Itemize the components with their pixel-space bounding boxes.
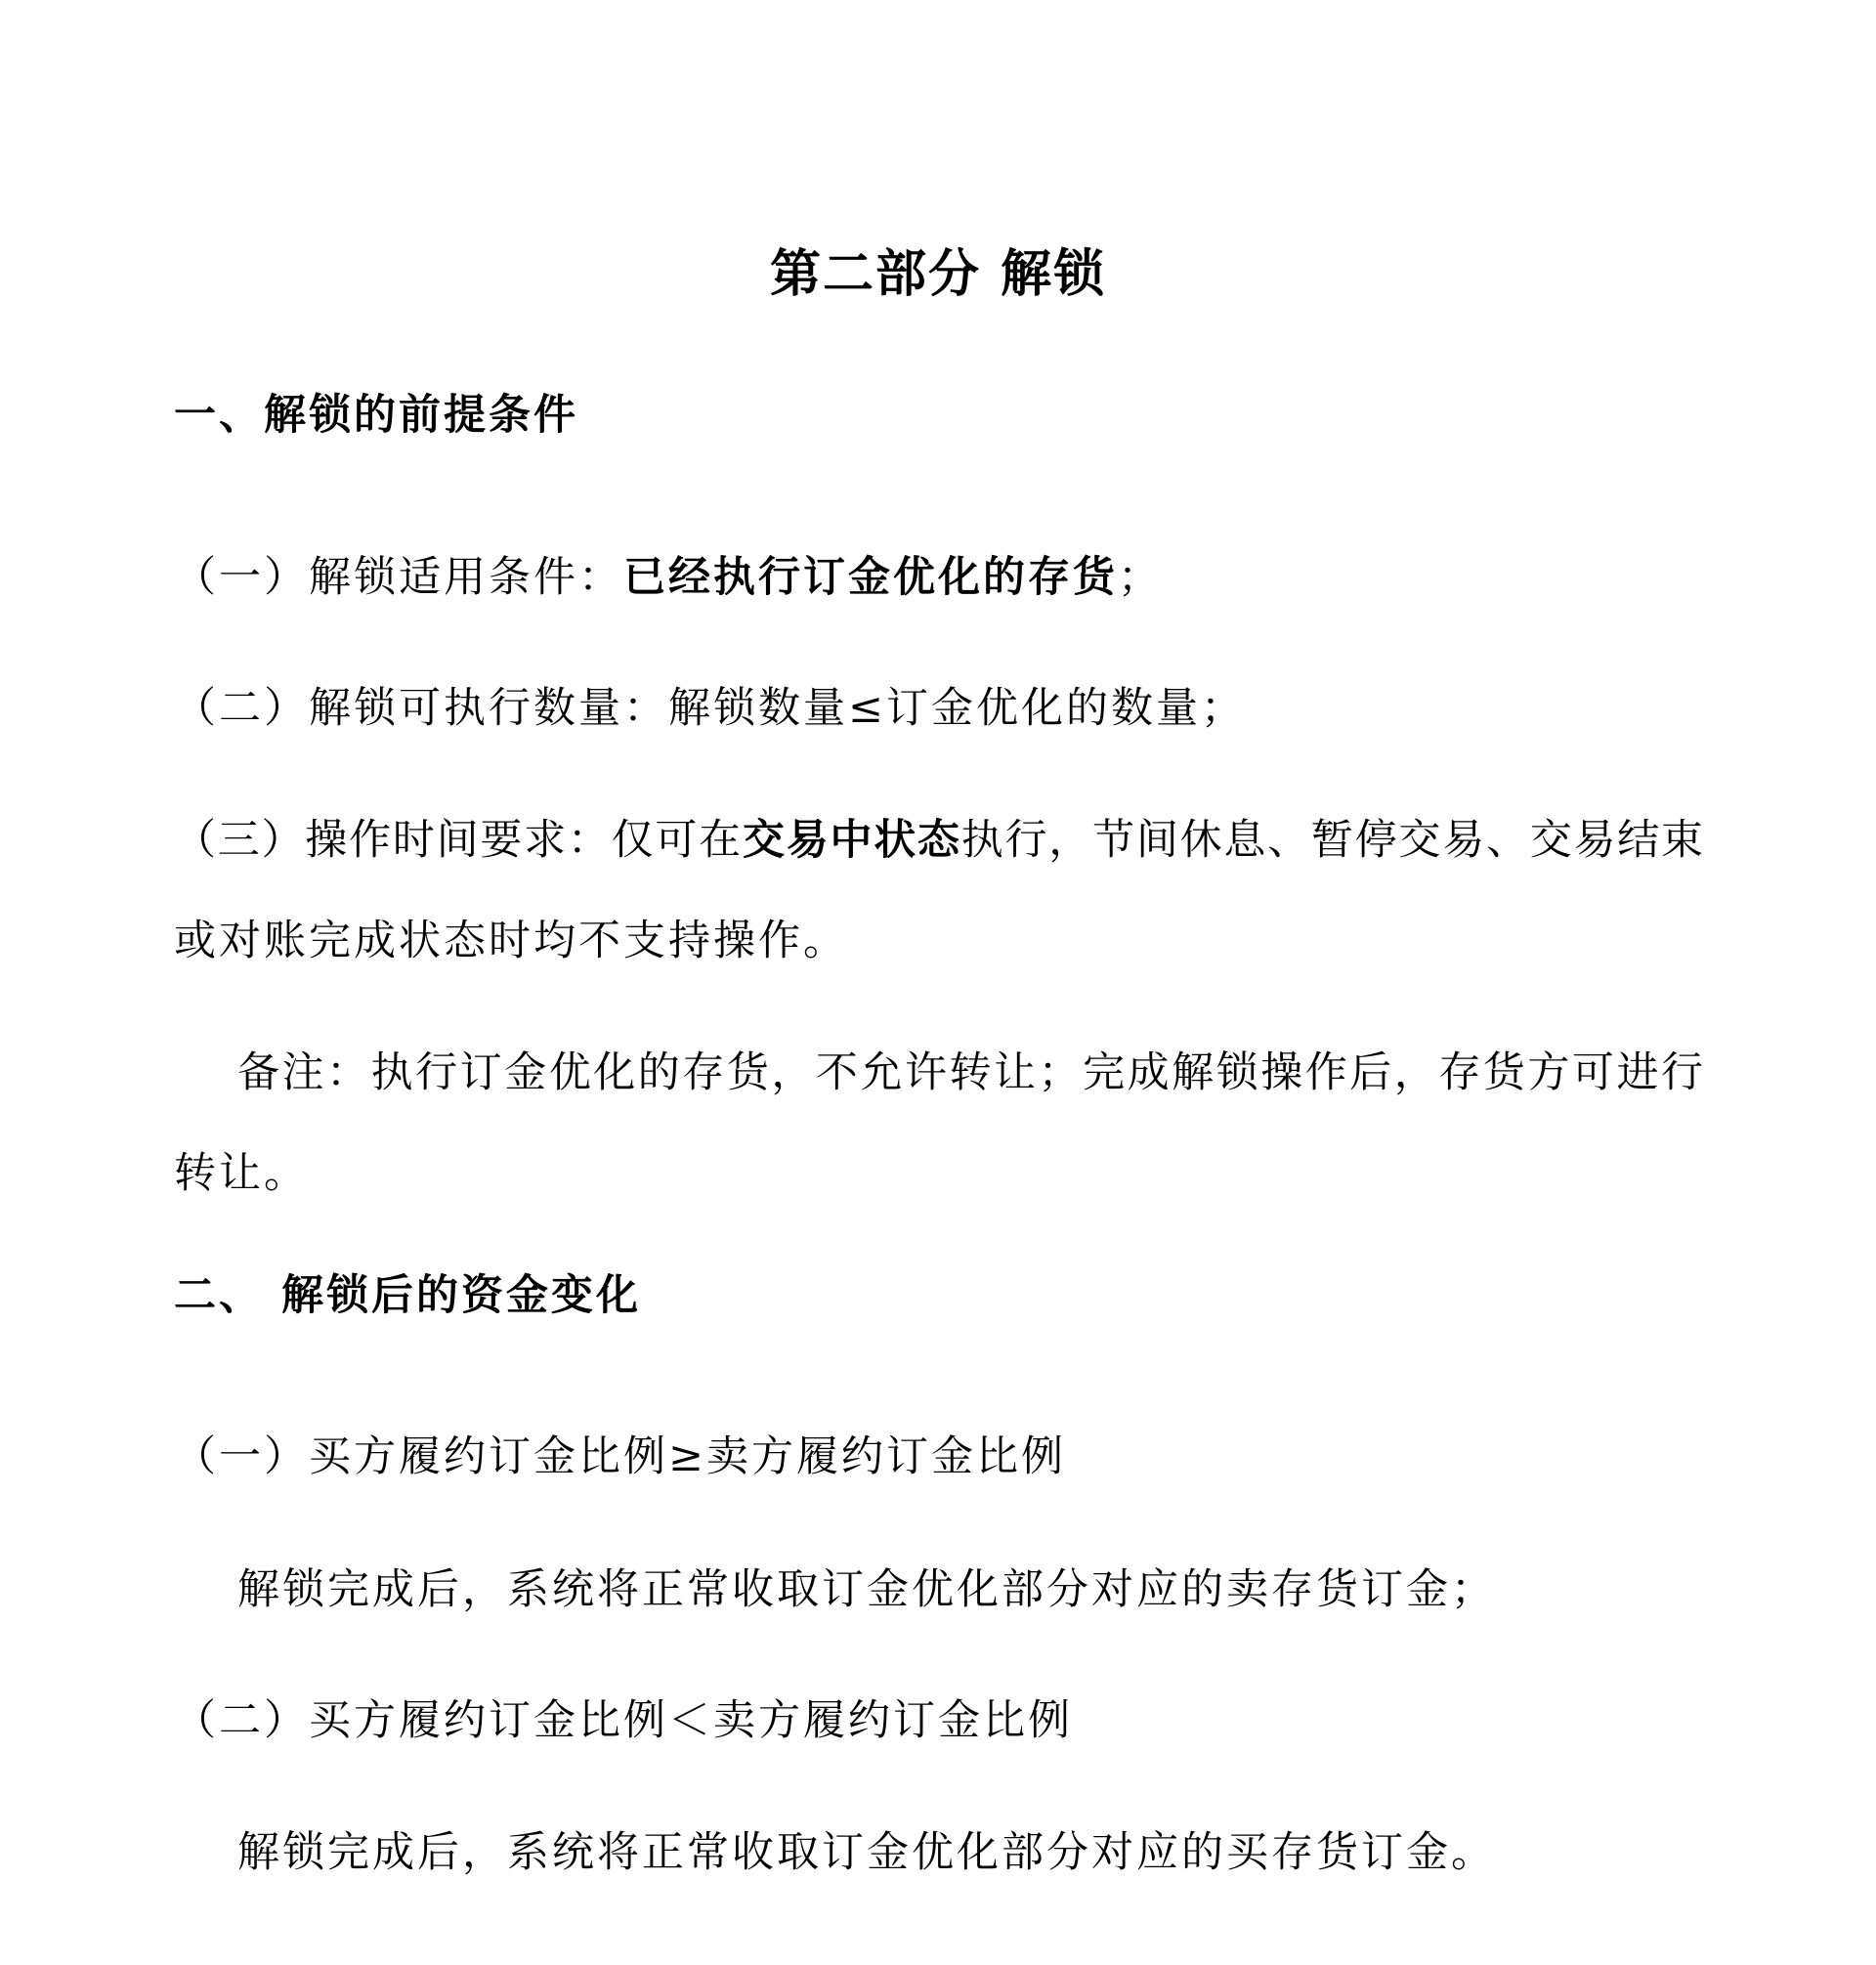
section1-item2: （二）解锁可执行数量：解锁数量≤订金优化的数量； xyxy=(174,684,1247,733)
section1-item3-continuation: 或对账完成状态时均不支持操作。 xyxy=(174,917,848,965)
section1-item3 xyxy=(174,810,1703,871)
item1-suffix: ； xyxy=(1118,553,1163,602)
section2-case2-detail: 解锁完成后，系统将正常收取订金优化部分对应的买存货订金。 xyxy=(237,1828,1496,1877)
item1-prefix: （一）解锁适用条件： xyxy=(174,553,623,602)
section1-note-line1: 备注：执行订金优化的存货，不允许转让；完成解锁操作后，存货方可进行 xyxy=(237,1048,1703,1097)
section2-heading: 二、 解锁后的资金变化 xyxy=(174,1271,641,1320)
item1-emphasis: 已经执行订金优化的存货 xyxy=(623,553,1118,602)
section2-case1-label: （一）买方履约订金比例≥卖方履约订金比例 xyxy=(174,1432,1067,1481)
item3-prefix: （三）操作时间要求：仅可在 xyxy=(174,816,743,865)
item3-suffix: 执行，节间休息、暂停交易、交易结束 xyxy=(960,816,1704,865)
section1-item1 xyxy=(174,547,1163,608)
item3-emphasis: 交易中状态 xyxy=(742,816,961,865)
section1-heading: 一、解锁的前提条件 xyxy=(174,391,578,440)
section2-case1-detail: 解锁完成后，系统将正常收取订金优化部分对应的卖存货订金； xyxy=(237,1565,1496,1614)
document-title: 第二部分 解锁 xyxy=(769,244,1107,304)
section2-case2-label: （二）买方履约订金比例＜卖方履约订金比例 xyxy=(174,1696,1073,1745)
section1-note-line2: 转让。 xyxy=(174,1149,309,1198)
